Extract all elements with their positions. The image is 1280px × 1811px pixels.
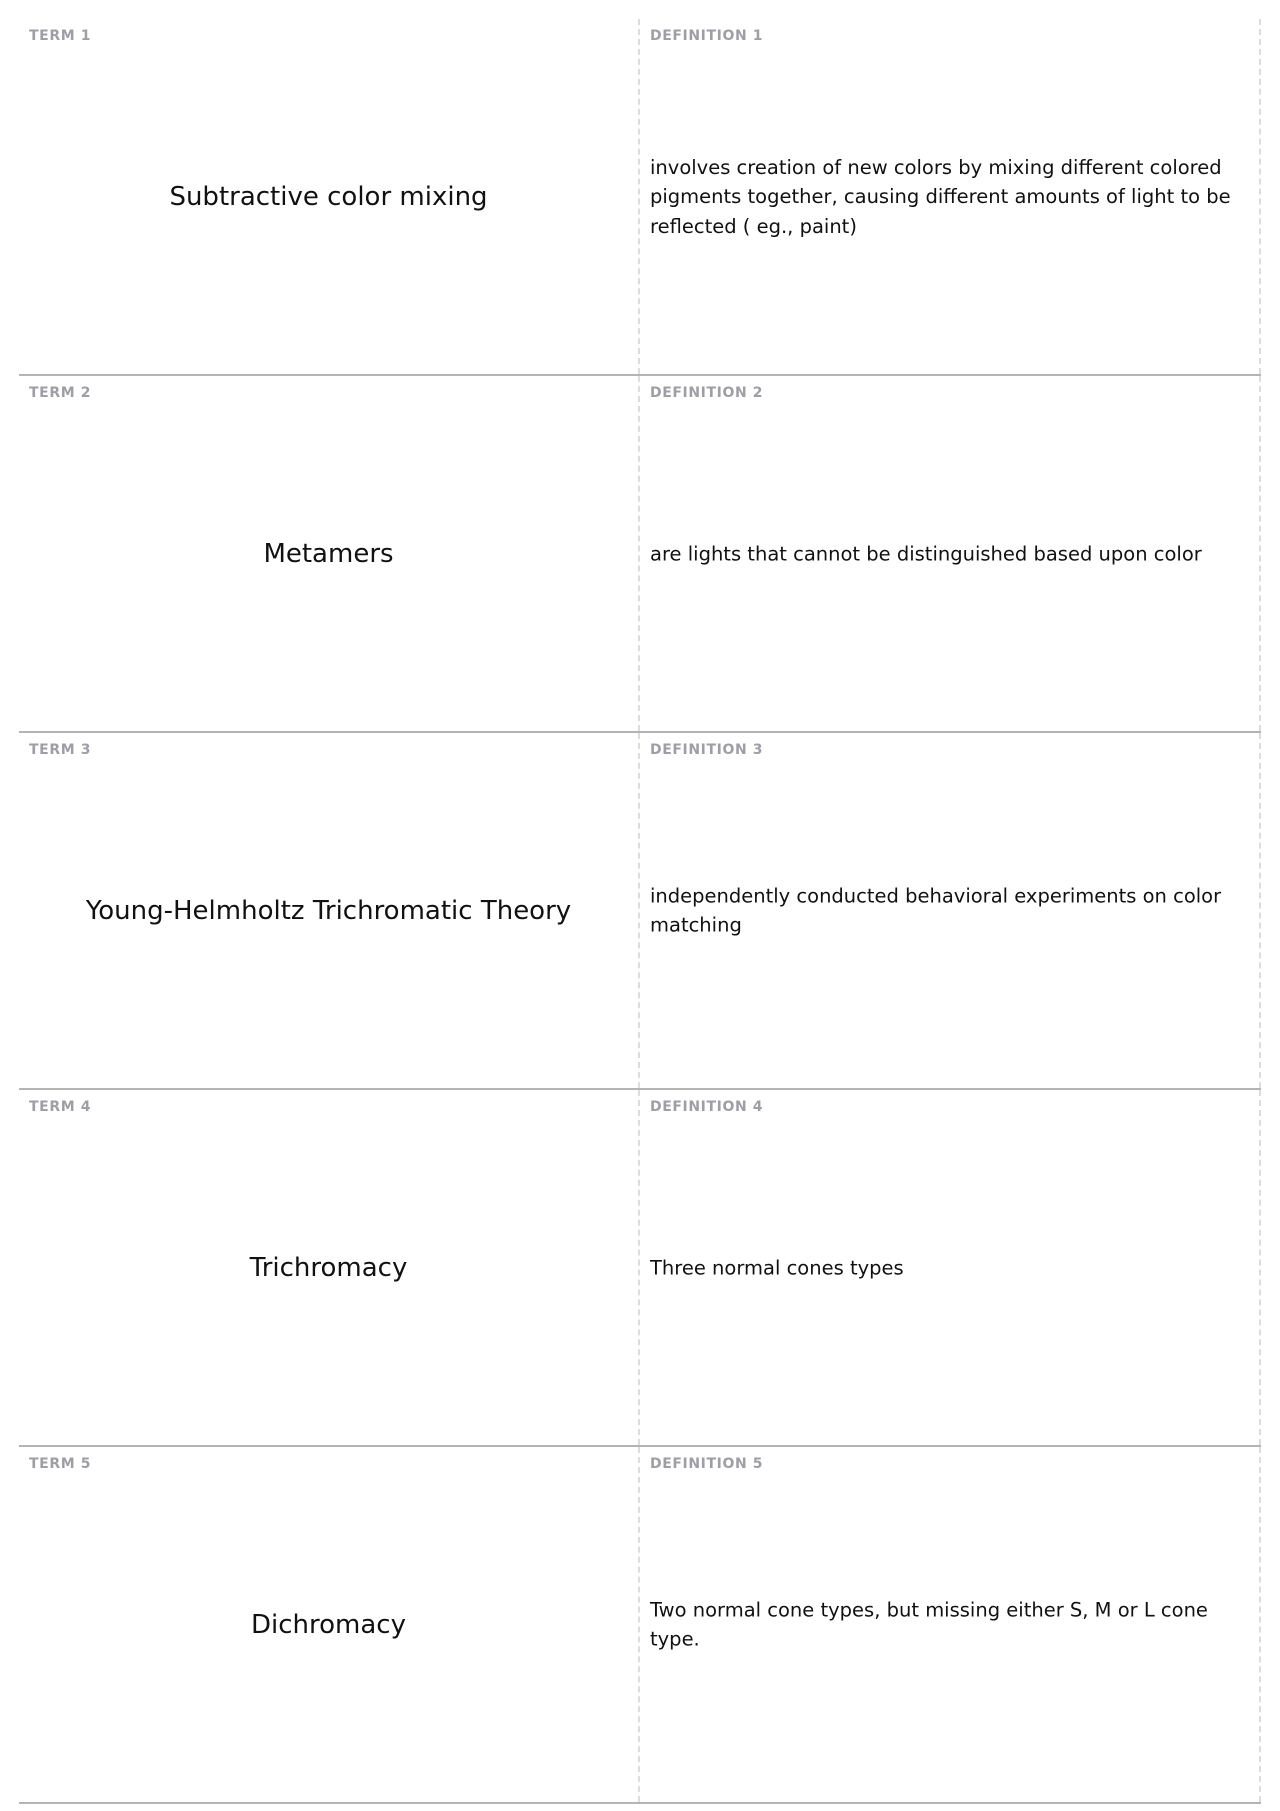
definition-label: DEFINITION 4 xyxy=(650,1099,764,1115)
flashcard-row xyxy=(19,1090,1261,1447)
definition-text: Three normal cones types xyxy=(650,1255,904,1279)
flashcard-row xyxy=(19,19,1261,376)
definition-label: DEFINITION 1 xyxy=(650,28,764,44)
definition-text: are lights that cannot be distinguished based upon color xyxy=(650,541,1202,565)
flashcard-row xyxy=(19,1447,1261,1804)
term-text: Dichromacy xyxy=(251,1609,406,1640)
flashcard-row xyxy=(19,733,1261,1090)
term-cell xyxy=(19,733,640,1088)
term-label: TERM 5 xyxy=(29,1456,92,1472)
definition-label: DEFINITION 5 xyxy=(650,1456,764,1472)
term-label: TERM 1 xyxy=(29,28,92,44)
term-label: TERM 3 xyxy=(29,742,92,758)
term-cell xyxy=(19,1447,640,1802)
definition-text: involves creation of new colors by mixing different colored pigments together, causing different amounts of light to be reflected ( eg., paint) xyxy=(650,155,1231,238)
term-text: Young-Helmholtz Trichromatic Theory xyxy=(85,895,572,926)
definition-cell xyxy=(640,376,1261,731)
term-label: TERM 2 xyxy=(29,385,92,401)
definition-text: Two normal cone types, but missing either S, M or L cone type. xyxy=(650,1598,1208,1651)
term-text: Subtractive color mixing xyxy=(169,181,488,212)
definition-label: DEFINITION 3 xyxy=(650,742,764,758)
term-cell xyxy=(19,1090,640,1445)
definition-cell xyxy=(640,1090,1261,1445)
term-label: TERM 4 xyxy=(29,1099,92,1115)
definition-cell xyxy=(640,1447,1261,1802)
flashcard-row xyxy=(19,376,1261,733)
term-cell xyxy=(19,376,640,731)
term-cell xyxy=(19,19,640,374)
term-text: Trichromacy xyxy=(249,1252,408,1283)
term-text: Metamers xyxy=(263,538,394,569)
definition-label: DEFINITION 2 xyxy=(650,385,764,401)
definition-cell xyxy=(640,19,1261,374)
flashcard-sheet xyxy=(19,19,1261,1804)
definition-text: independently conducted behavioral experiments on color matching xyxy=(650,884,1222,937)
definition-cell xyxy=(640,733,1261,1088)
